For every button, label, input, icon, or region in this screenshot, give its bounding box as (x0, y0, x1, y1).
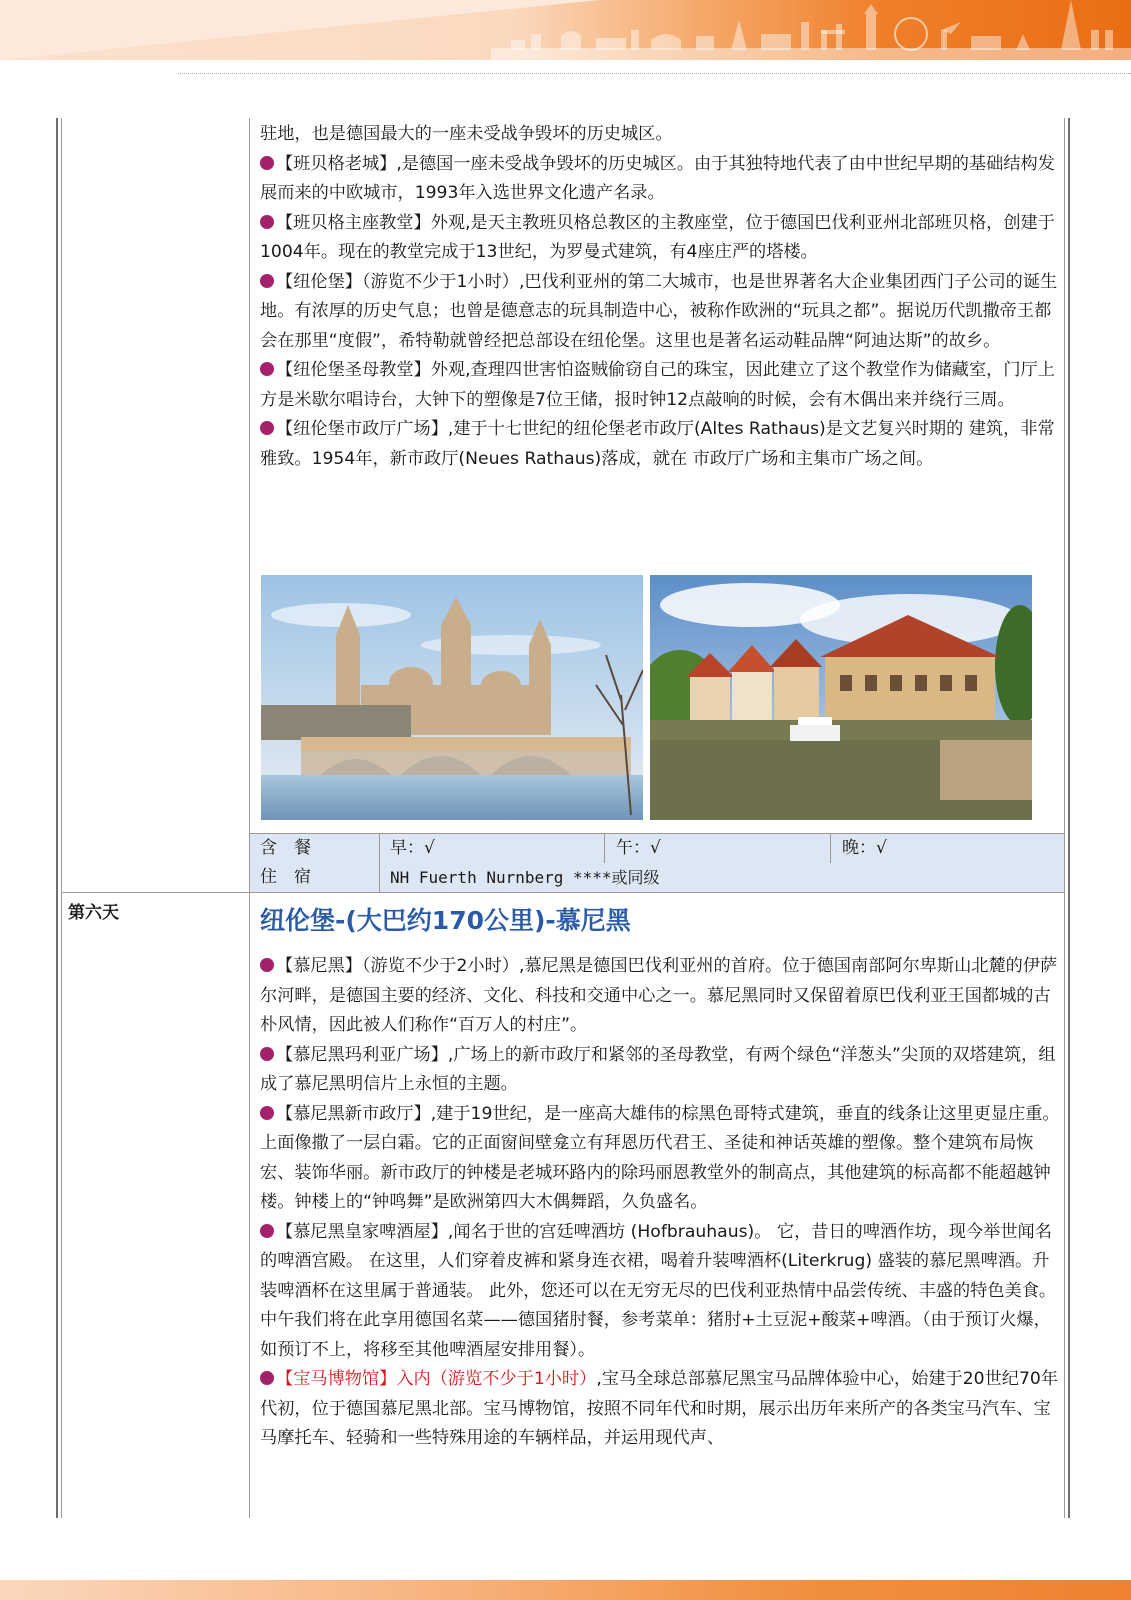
bullet-icon (260, 421, 274, 435)
highlight-attraction: 【宝马博物馆】入内（游览不少于1小时） (276, 1369, 597, 1389)
footer-band (0, 1580, 1131, 1600)
table-border-left-inner (61, 118, 62, 1518)
itinerary-line: 【纽伦堡市政厅广场】,建于十七世纪的纽伦堡老市政厅(Altes Rathaus)是文艺复兴时期的 建筑，非常雅致。1954年，新市政厅(Neues Rathaus)落成，就在 市政厅广场和主集市广场之间。 (260, 419, 1055, 469)
hotel-value: NH Fuerth Nurnberg ****或同级 (390, 868, 660, 887)
hotel-cell-divider (379, 863, 380, 892)
bullet-icon (260, 1047, 274, 1061)
itinerary-line: 【班贝格老城】,是德国一座未受战争毁坏的历史城区。由于其独特地代表了由中世纪早期的基础结构发展而来的中欧城市，1993年入选世界文化遗产名录。 (260, 153, 1055, 203)
itinerary-line: 驻地，也是德国最大的一座未受战争毁坏的历史城区。 (260, 124, 673, 144)
bullet-icon (260, 958, 274, 972)
day-label: 第六天 (68, 903, 119, 923)
meals-dinner: 晚：√ (842, 838, 887, 858)
meals-cell-divider (830, 834, 831, 863)
meals-label: 含 餐 (260, 838, 311, 858)
table-border-right-outer (1068, 118, 1070, 1518)
photo-riverside-houses (650, 575, 1032, 820)
bullet-icon (260, 156, 274, 170)
meals-row (250, 834, 1064, 863)
city-skyline-icon (471, 0, 1131, 60)
meals-cell-divider (604, 834, 605, 863)
itinerary-paragraph: 【慕尼黑新市政厅】,建于19世纪，是一座高大雄伟的棕黑色哥特式建筑，垂直的线条让这里更显庄重。上面像撒了一层白霜。它的正面窗间壁龛立有拜恩历代君王、圣徒和神话英雄的塑像。整个建筑布局恢宏、装饰华丽。新市政厅的钟楼是老城环路内的除玛丽恩教堂外的制高点，其他建筑的标高都不能超越钟楼。钟楼上的“钟鸣舞”是欧洲第四大木偶舞蹈，久负盛名。 (260, 1103, 1060, 1212)
itinerary-paragraph: 【慕尼黑玛利亚广场】,广场上的新市政厅和紧邻的圣母教堂，有两个绿色“洋葱头”尖顶的双塔建筑，组成了慕尼黑明信片上永恒的主题。 (260, 1044, 1056, 1094)
day5-itinerary-text (260, 120, 1060, 474)
itinerary-paragraph: 【宝马博物馆】入内（游览不少于1小时）,宝马全球总部慕尼黑宝马品牌体验中心，始建于20世纪70年代初，位于德国慕尼黑北部。宝马博物馆，按照不同年代和时期，展示出历年来所产的各类宝马汽车、宝马摩托车、轻骑和一些特殊用途的车辆样品，并运用现代声、 (260, 1369, 1059, 1448)
table-border-right-inner (1064, 118, 1065, 1518)
bullet-icon (260, 1371, 274, 1385)
table-rule-day-top (62, 892, 1064, 893)
table-border-left-outer (56, 118, 58, 1518)
itinerary-line: 【班贝格主座教堂】外观,是天主教班贝格总教区的主教座堂，位于德国巴伐利亚州北部班贝格，创建于1004年。现在的教堂完成于13世纪，为罗曼式建筑，有4座庄严的塔楼。 (260, 212, 1055, 262)
bullet-icon (260, 1106, 274, 1120)
photo-cathedral-bridge (261, 575, 643, 820)
meals-lunch: 午：√ (616, 838, 661, 858)
itinerary-line: 【纽伦堡】（游览不少于1小时）,巴伐利亚州的第二大城市，也是世界著名大企业集团西门子公司的诞生地。有浓厚的历史气息；也曾是德意志的玩具制造中心，被称作欧洲的“玩具之都”。据说历代凯撒帝王都会在那里“度假”，希特勒就曾经把总部设在纽伦堡。这里也是著名运动鞋品牌“阿迪达斯”的故乡。 (260, 271, 1058, 351)
hotel-label: 住 宿 (260, 867, 311, 887)
bullet-icon (260, 215, 274, 229)
header-dotted-rule (178, 73, 1131, 74)
day-title: 纽伦堡-(大巴约170公里)-慕尼黑 (260, 906, 631, 935)
bullet-icon (260, 274, 274, 288)
hotel-row (250, 863, 1064, 892)
bullet-icon (260, 362, 274, 376)
table-column-separator (249, 118, 250, 1518)
meals-cell-divider (379, 834, 380, 863)
meals-breakfast: 早：√ (390, 838, 435, 858)
header-band (0, 0, 1131, 60)
day6-itinerary-text (260, 952, 1060, 1454)
itinerary-paragraph: 【慕尼黑】（游览不少于2小时）,慕尼黑是德国巴伐利亚州的首府。位于德国南部阿尔卑斯山北麓的伊萨尔河畔，是德国主要的经济、文化、科技和交通中心之一。慕尼黑同时又保留着原巴伐利亚王国都城的古朴风情，因此被人们称作“百万人的村庄”。 (260, 956, 1058, 1035)
itinerary-line: 【纽伦堡圣母教堂】外观,查理四世害怕盗贼偷窃自己的珠宝，因此建立了这个教堂作为储藏室，门厅上方是米歇尔唱诗台，大钟下的塑像是7位王储，报时钟12点敲响的时候，会有木偶出来并绕行三周。 (260, 360, 1055, 410)
bullet-icon (260, 1224, 274, 1238)
itinerary-paragraph: 【慕尼黑皇家啤酒屋】,闻名于世的宫廷啤酒坊 (Hofbrauhaus)。 它，昔日的啤酒作坊，现今举世闻名的啤酒宫殿。 在这里，人们穿着皮裤和紧身连衣裙，喝着升装啤酒杯(Literkrug) 盛装的慕尼黑啤酒。升装啤酒杯在这里属于普通装。 此外，您还可以在无穷无尽的巴伐利亚热情中品尝传统、丰盛的特色美食。中午我们将在此享用德国名菜——德国猪肘餐，参考菜单：猪肘+土豆泥+酸菜+啤酒。（由于预订火爆，如预订不上，将移至其他啤酒屋安排用餐）。 (260, 1221, 1057, 1360)
